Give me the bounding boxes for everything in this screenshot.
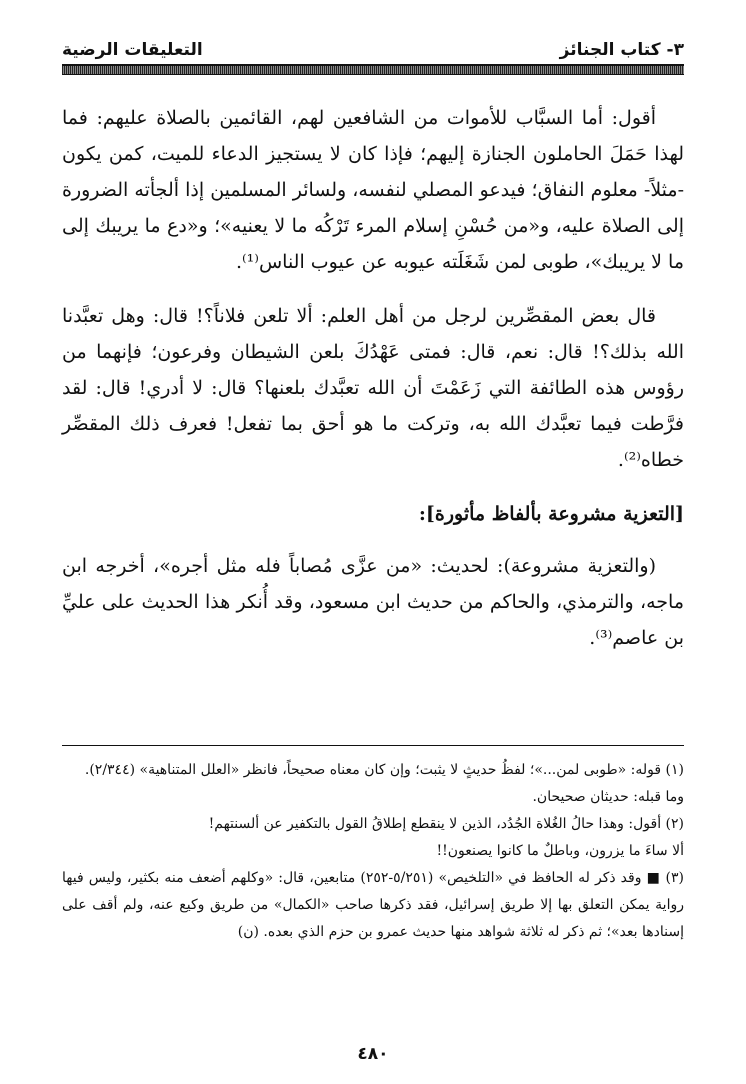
footnote-1: (١) قوله: «طوبى لمن...»؛ لفظُ حديثٍ لا يثبت؛ وإن كان معناه صحيحاً، فانظر «العلل المتناهية» (٢/٣٤٤). bbox=[84, 762, 684, 778]
main-text bbox=[62, 100, 684, 674]
footnote-1-continued: وما قبله: حديثان صحيحان. bbox=[532, 789, 684, 805]
paragraph-2: قال بعض المقصِّرين لرجل من أهل العلم: ألا تلعن فلاناً؟! قال: وهل تعبَّدنا الله بذلك؟! قال: نعم، قال: فمتى عَهْدُكَ بلعن الشيطان وفرعون؛ فإنهما من رؤوس هذه الطائفة التي زَعَمْتَ أن الله تعبَّدك بلعنها؟ قال: لا أدري! قال: لقد فرَّطت فيما تعبَّدك الله به، وتركت ما هو أحق بما تفعل! فعرف ذلك المقصِّر خطاه⁽²⁾. bbox=[62, 305, 684, 471]
footnote-separator bbox=[62, 745, 684, 746]
paragraph-1: أقول: أما السبَّاب للأموات من الشافعين لهم، القائمين بالصلاة عليهم: فما لهذا حَمَلَ الحاملون الجنازة إليهم؛ فإذا كان لا يستجيز الدعاء للميت، كمن يكون -مثلاً- معلوم النفاق؛ فيدعو المصلي لنفسه، ولسائر المسلمين إذا ألجأته الضرورة إلى الصلاة عليه، و«من حُسْنِ إسلام المرء تَرْكُه ما لا يعنيه»؛ و«دع ما يريبك إلى ما لا يريبك»، طوبى لمن شَغَلَته عيوبه عن عيوب الناس⁽¹⁾. bbox=[62, 107, 684, 273]
header-rule bbox=[62, 64, 684, 75]
footnote-2: (٢) أقول: وهذا حالُ الغُلاة الجُدُد، الذين لا ينقطع إطلاقُ القول بالتكفير عن ألسنتهم! bbox=[208, 816, 684, 832]
footnote-2-continued: ألا ساءَ ما يزرون، وباطلٌ ما كانوا يصنعون!! bbox=[436, 843, 684, 859]
chapter-title: ٣- كتاب الجنائز bbox=[559, 40, 684, 60]
footnotes bbox=[62, 757, 684, 946]
book-title: التعليقات الرضية bbox=[62, 40, 203, 60]
section-heading: [التعزية مشروعة بألفاظ مأثورة]: bbox=[418, 503, 684, 525]
running-header bbox=[62, 28, 684, 60]
page-number: ٤٨٠ bbox=[357, 1044, 389, 1064]
footnote-3: (٣) ■ وقد ذكر له الحافظ في «التلخيص» (٥/٢٥١-٢٥٢) متابعين، قال: «وكلهم أضعف منه بكثير، وليس فيها رواية يمكن التعلق بها إلا طريق إسرائيل، فقد ذكرها صاحب «الكمال» من طريق وكيع عنه، ولم أقف على إسنادها بعد»؛ ثم ذكر له ثلاثة شواهد منها حديث عمرو بن حزم الذي بعده. (ن) bbox=[62, 870, 685, 940]
paragraph-3: (والتعزية مشروعة): لحديث: «من عزَّى مُصاباً فله مثل أجره»، أخرجه ابن ماجه، والترمذي، والحاكم من حديث ابن مسعود، وقد أُنكر هذا الحديث على عليِّ بن عاصم⁽³⁾. bbox=[62, 555, 684, 649]
